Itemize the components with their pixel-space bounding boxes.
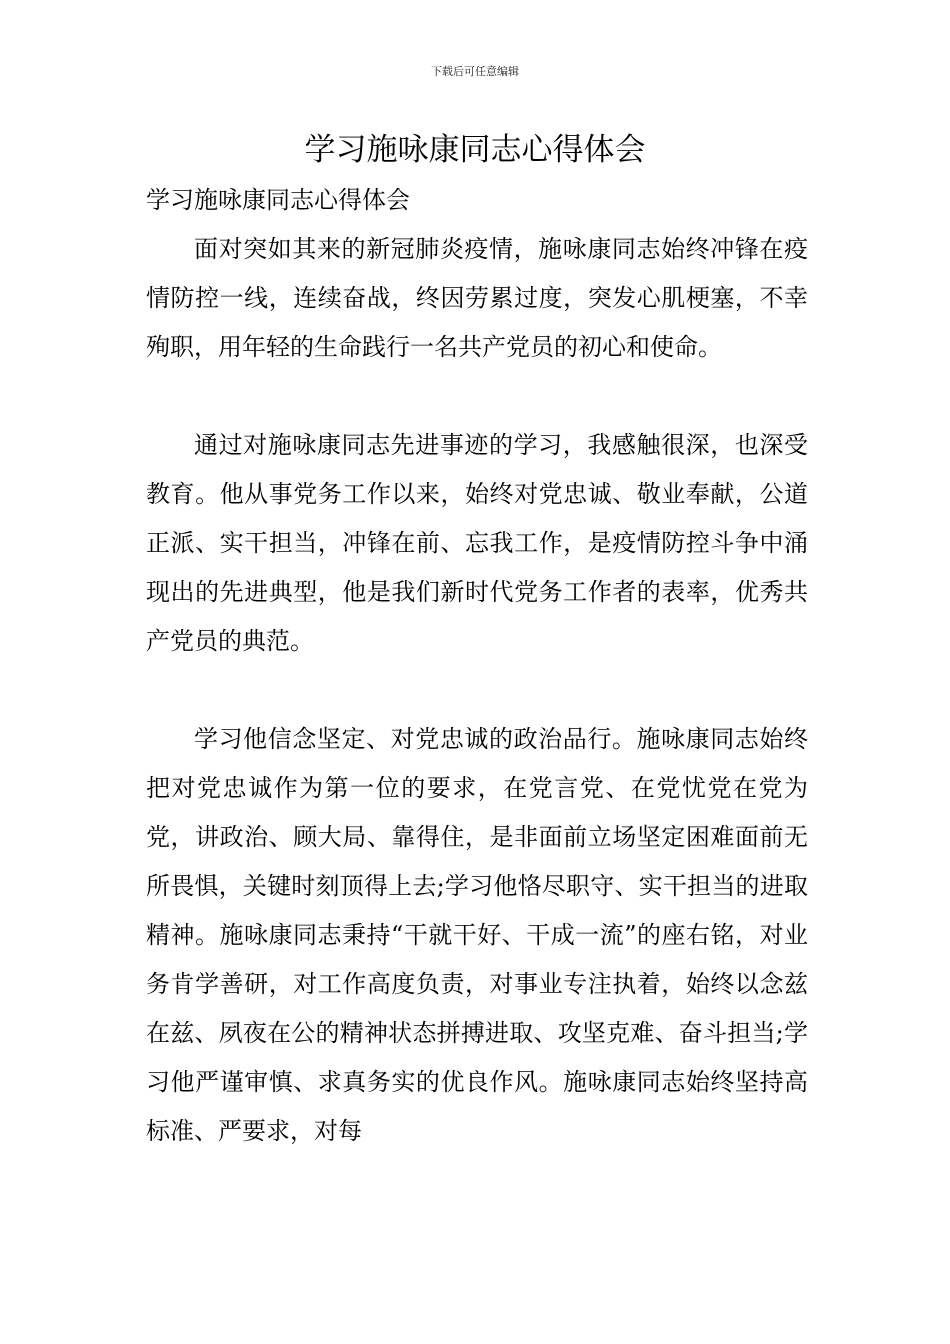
body-paragraph-1: 面对突如其来的新冠肺炎疫情，施咏康同志始终冲锋在疫情防控一线，连续奋战，终因劳累过度，突发心肌梗塞，不幸殉职，用年轻的生命践行一名共产党员的初心和使命。 [146, 235, 808, 361]
document-title: 学习施咏康同志心得体会 [304, 132, 646, 168]
document-subtitle: 学习施咏康同志心得体会 [146, 186, 410, 214]
body-paragraph-2: 通过对施咏康同志先进事迹的学习，我感触很深，也深受教育。他从事党务工作以来，始终对党忠诚、敬业奉献，公道正派、实干担当，冲锋在前、忘我工作，是疫情防控斗争中涌现出的先进典型，他是我们新时代党务工作者的表率，优秀共产党员的典范。 [146, 431, 808, 655]
header-note: 下载后可任意编辑 [431, 65, 519, 78]
document-body [146, 176, 808, 1156]
paragraph-gap [146, 666, 808, 715]
body-paragraph-3: 学习他信念坚定、对党忠诚的政治品行。施咏康同志始终把对党忠诚作为第一位的要求，在党言党、在党忧党在党为党，讲政治、顾大局、靠得住，是非面前立场坚定困难面前无所畏惧，关键时刻顶得上去;学习他恪尽职守、实干担当的进取精神。施咏康同志秉持“干就干好、干成一流”的座右铭，对业务肯学善研，对工作高度负责，对事业专注执着，始终以念兹在兹、夙夜在公的精神状态拼搏进取、攻坚克难、奋斗担当;学习他严谨审慎、求真务实的优良作风。施咏康同志始终坚持高标准、严要求，对每 [146, 725, 808, 1145]
paragraph-gap [146, 372, 808, 421]
